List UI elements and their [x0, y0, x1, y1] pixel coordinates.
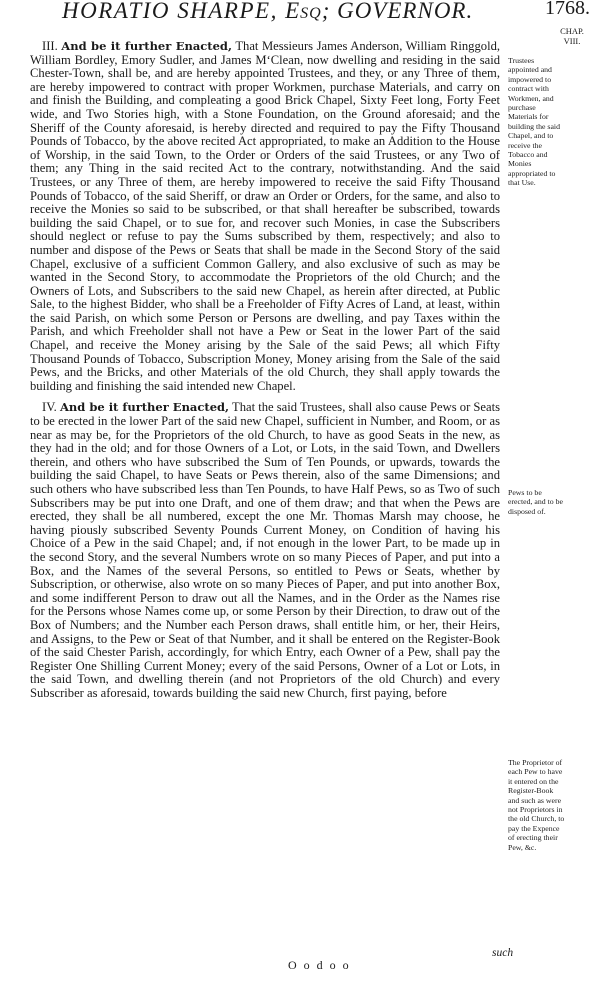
margin-note: Pews to be erected, and to be disposed of. [508, 488, 563, 516]
enacting-clause: And be it further Enacted, [59, 400, 230, 415]
page-year: 1768. [545, 0, 590, 19]
section-paragraph [30, 40, 500, 393]
section-number: III. [42, 39, 58, 53]
running-head-title: Esq; GOVERNOR. [285, 0, 474, 23]
chapter-label: CHAP. [560, 26, 584, 36]
section-text: That the said Trustees, shall also cause Pews or Seats to be erected in the lower Part of the said new Chapel, sufficient in Number, and Room, or as near as may be, for the Proprietors of the old Church, to have as good Seats in the new, as they had in the old; and for those Owners of a Lot, or Lots, in the said Town, and Dwellers therein, and others who have subscribed the Sum of Ten Pounds, or upwards, towards the building the said Chapel, to have Seats or Pews therein, also of the same Dimensions; and such others who have subscribed less than Ten Pounds, to have Half Pews, so as Two of such Subscribers may be put into one Draft, and one of them draw; and that when the Pews are erected, they shall be all numbered, except the one Mr. Thomas Marsh may choose, he having piously subscribed Seventy Pounds Current Money, on Condition of having his Choice of a Pew in the said Chapel; and, if not enough in the lower Part, to be made up in the second Story, and the several Numbers wrote on so many Pieces of Paper, and put into a Box, and the Names of the several Persons, so entitled to Pews or Seats, whether by Subscription, or otherwise, also wrote on so many Pieces of Paper, and put into another Box, and some indifferent Person to draw out all the Names, and in the Order as the Names rise for the Persons whose Names come up, or some Person by their Direction, to draw out of the Box of Numbers; and the Number each Person draws, shall entitle him, or her, their Heirs, and Assigns, to the Pew or Seat of that Number, and it shall be entered on the Register-Book of the said Chester Parish, accordingly, for which Entry, each Owner of a Pew, shall pay the Register One Shilling Current Money; every of the said Persons, Owner of a Lot or Lots, in the said Town, and dwelling therein (and not Proprietors of the old Church) and every Subscriber as aforesaid, towards building the said new Church, first paying, before [30, 400, 500, 700]
chapter-marker [546, 26, 598, 46]
section-text: That Messieurs James Anderson, William Ringgold, William Bordley, Emory Sudler, and James M‘Clean, now dwelling and residing in the said Chester-Town, shall be, and are hereby appointed Trustees, and they, or any Three of them, are hereby impowered to contract with proper Workmen, purchase Materials, and carry on and finish the Building, and compleating a good Brick Chapel, Sixty Feet long, Forty Feet wide, and Two Stories high, with a Stone Foundation, on the Ground aforesaid; and the Sheriff of the County aforesaid, is hereby directed and required to pay the Fifty Thousand Pounds of Tobacco, by the above recited Act appropriated, to make an Addition to the House of Worship, in the said Town, to the Order or Orders of the said Trustees, or any Two of them; any Thing in the said recited Act to the contrary, notwithstanding. And the said Trustees, or any Three of them, are hereby impowered to receive the said Fifty Thousand Pounds of Tobacco, of the said Sheriff, or draw an Order or Orders, for the same, and also to receive the Monies so said to be subscribed, or that shall hereafter be subscribed, towards building the said Chapel, or to sue for, and recover such Monies, in case the Subscribers should neglect or refuse to pay the Sums subscribed by them, respectively; and also to number and dispose of the Pews or Seats that shall be made in the Second Story of the said Chapel, exclusive of a sufficient Common Gallery, and also exclusive of such as may be wanted in the Second Story, to accommodate the Proprietors of the old Church; and the Owners of Lots, and Subscribers to the said new Chapel, as herein after directed, at Public Sale, to the highest Bidder, who shall be a Freeholder of Fifty Acres of Land, at least, within the said Parish, on which some Person or Persons are dwelling, and pay Taxes within the Parish, and which Freeholder shall not have a Pew or Seat in the lower Part of the said Chapel, and receive the Money arising by the Sale of the said Pews; all which Fifty Thousand Pounds of Tobacco, Subscription Money, Money arising from the Sale of the said Pews, and the Bricks, and other Materials of the old Church, they shall apply towards the building and finishing the said intended new Chapel. [30, 39, 501, 393]
catchword: such [492, 947, 514, 959]
running-head-name: HORATIO SHARPE, [62, 0, 278, 23]
running-head [62, 0, 473, 24]
chapter-number: VIII. [563, 36, 581, 46]
running-header [62, 0, 590, 26]
margin-note: The Proprietor of each Pew to have it entered on the Register-Book and such as were not Proprietors in the old Church, to pay the Expence of erecting their Pew, &c. [508, 758, 565, 852]
margin-note: Trustees appointed and impowered to contract with Workmen, and purchase Materials for building the said Chapel, and to receive the Tobacco and Monies appropriated to that Use. [508, 56, 560, 188]
section-number: IV. [42, 400, 57, 415]
body-text [30, 40, 500, 701]
section-paragraph [30, 401, 500, 700]
enacting-clause: And be it further Enacted, [61, 39, 232, 53]
signature-mark: O o d o o [288, 958, 351, 972]
